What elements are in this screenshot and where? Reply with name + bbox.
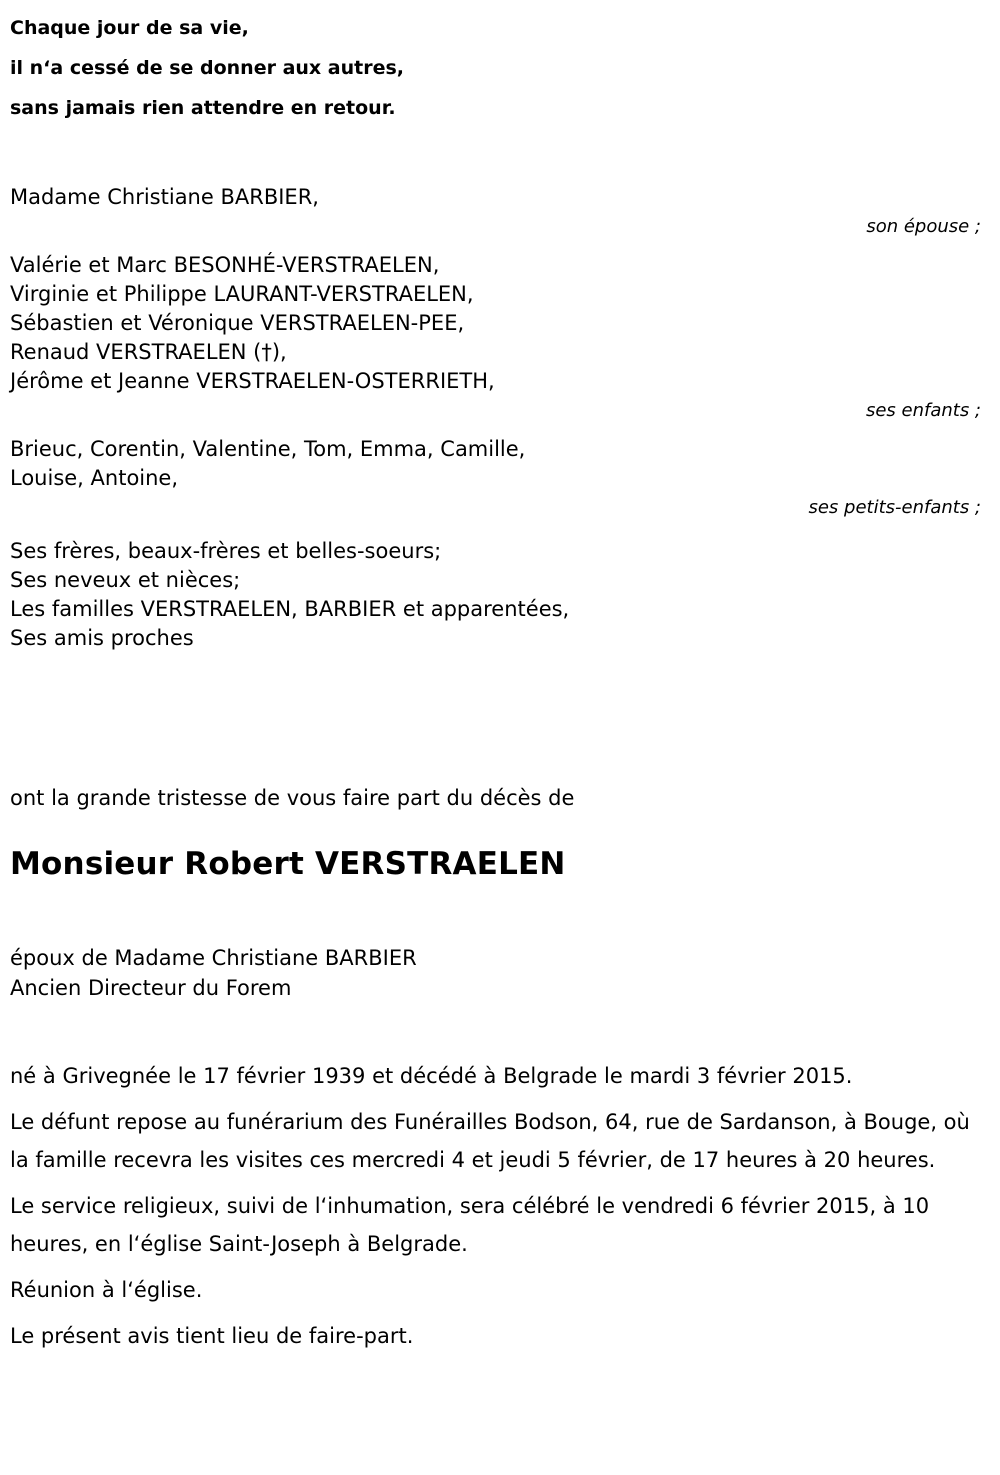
detail-visitation: Le défunt repose au funérarium des Funérailles Bodson, 64, rue de Sardanson, à Bouge, où la famille recevra les visites ces mercredi 4 et jeudi 5 février, de 17 heures à 20 heures. <box>10 1110 970 1172</box>
detail-gathering: Réunion à l‘église. <box>10 1278 203 1302</box>
epigraph-line-3: sans jamais rien attendre en retour. <box>10 97 396 119</box>
family-name-line: Brieuc, Corentin, Valentine, Tom, Emma, Camille, <box>10 437 526 461</box>
family-name-line: Ses frères, beaux-frères et belles-soeurs; <box>10 539 442 563</box>
family-role-label: son épouse ; <box>866 216 981 237</box>
family-list <box>10 183 990 653</box>
detail-service: Le service religieux, suivi de l‘inhumation, sera célébré le vendredi 6 février 2015, à 10 heures, en l‘église Saint-Joseph à Belgrade. <box>10 1194 930 1256</box>
funeral-details <box>10 1057 978 1355</box>
spacer <box>10 523 990 537</box>
family-name-line: Ses neveux et nièces; <box>10 568 241 592</box>
spacer <box>10 242 990 251</box>
family-name-line: Virginie et Philippe LAURANT-VERSTRAELEN, <box>10 282 474 306</box>
family-name-line: Ses amis proches <box>10 626 194 650</box>
detail-birth-death: né à Grivegnée le 17 février 1939 et décédé à Belgrade le mardi 3 février 2015. <box>10 1064 853 1088</box>
epigraph-line-2: il n‘a cessé de se donner aux autres, <box>10 57 405 79</box>
family-group-grandchildren <box>10 435 990 523</box>
deceased-spouse-line: époux de Madame Christiane BARBIER <box>10 946 417 970</box>
deceased-name: Monsieur Robert VERSTRAELEN <box>10 846 566 882</box>
family-name-line: Les familles VERSTRAELEN, BARBIER et apparentées, <box>10 597 570 621</box>
family-name-line: Renaud VERSTRAELEN (†), <box>10 340 287 364</box>
announcement-intro: ont la grande tristesse de vous faire part du décès de <box>10 786 575 810</box>
deceased-subtitles <box>10 943 970 1003</box>
epigraph <box>10 8 970 128</box>
family-name-line: Valérie et Marc BESONHÉ-VERSTRAELEN, <box>10 253 440 277</box>
epigraph-line-1: Chaque jour de sa vie, <box>10 17 249 39</box>
family-name-line: Madame Christiane BARBIER, <box>10 185 319 209</box>
family-role-label: ses petits-enfants ; <box>808 497 981 518</box>
family-name-line: Jérôme et Jeanne VERSTRAELEN-OSTERRIETH, <box>10 369 495 393</box>
family-name-line: Louise, Antoine, <box>10 466 179 490</box>
family-group-children <box>10 251 990 426</box>
spacer <box>10 426 990 435</box>
family-group-relatives <box>10 537 990 653</box>
deceased-occupation-line: Ancien Directeur du Forem <box>10 976 292 1000</box>
family-role-label: ses enfants ; <box>865 400 981 421</box>
detail-notice-statement: Le présent avis tient lieu de faire-part. <box>10 1324 414 1348</box>
family-group-spouse <box>10 183 990 242</box>
family-name-line: Sébastien et Véronique VERSTRAELEN-PEE, <box>10 311 465 335</box>
